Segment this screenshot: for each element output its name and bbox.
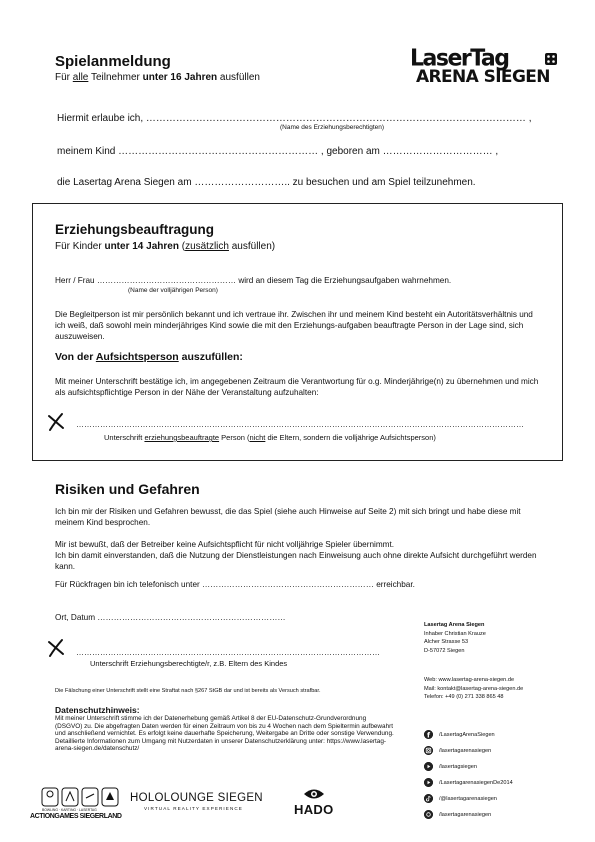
hado-logo <box>292 787 336 823</box>
supervisor-heading-text: Von der <box>55 351 96 363</box>
subheading-text: ausfüllen) <box>228 241 276 252</box>
contact-web[interactable]: Web: www.lasertag-arena-siegen.de <box>424 677 515 683</box>
supervisor-signature-caption <box>104 433 436 442</box>
subtitle-text: Für <box>55 72 73 83</box>
contact-block <box>424 621 486 655</box>
permission-line-3[interactable]: die Lasertag Arena Siegen am ……………………….. zu besuchen und am Spiel teilzunehmen. <box>57 177 476 188</box>
actiongames-text: ACTIONGAMES SIEGERLAND <box>30 813 122 820</box>
subheading-text: ( <box>178 241 186 252</box>
permission-line-2[interactable]: meinem Kind …………………………………………………… , geboren am …………………………… , <box>57 146 499 157</box>
contact-name: Lasertag Arena Siegen <box>424 622 485 628</box>
delegation-heading: Erziehungsbeauftragung <box>55 222 215 237</box>
subheading-underlined: zusätzlich <box>185 241 229 252</box>
social-label: /LasertagArenaSiegen <box>439 731 495 738</box>
contact-mail[interactable]: Mail: kontakt@lasertag-arena-siegen.de <box>424 685 524 692</box>
hado-text: HADO <box>294 802 334 817</box>
subheading-text: Für Kinder <box>55 241 105 252</box>
caption-text: Unterschrift <box>104 433 145 442</box>
delegation-subheading <box>55 241 275 252</box>
phone-line[interactable]: Für Rückfragen bin ich telefonisch unter ……………………………………………………… erreichbar. <box>55 580 415 589</box>
date-line[interactable]: Ort, Datum …………………………………………………………… <box>55 613 286 622</box>
actiongames-emblems-icon <box>40 786 120 808</box>
guardian-name-caption: (Name der volljährigen Person) <box>128 287 218 294</box>
social-instagram[interactable] <box>424 746 491 755</box>
subtitle-text: Teilnehmer <box>88 72 143 83</box>
signature-cross-icon <box>46 412 66 432</box>
supervisor-heading <box>55 351 243 363</box>
forgery-note: Die Fälschung einer Unterschrift stellt eine Straftat nach §267 StGB dar und ist bereits als Versuch strafbar. <box>55 688 321 694</box>
facebook-icon <box>424 730 433 739</box>
contact-online <box>424 676 523 702</box>
social-youtube[interactable] <box>424 762 477 771</box>
tiktok-icon <box>424 794 433 803</box>
social-label: /lasertagarenasiegen <box>439 811 492 818</box>
social-label: /lasertagsiegen <box>439 763 477 770</box>
contact-street: Alcher Strasse 53 <box>424 639 469 646</box>
svg-text:f: f <box>427 731 431 740</box>
parent-signature-caption: Unterschrift Erziehungsberechtigte/r, z.B. Eltern des Kindes <box>90 659 288 668</box>
logo-line-1: LaserTag <box>410 45 509 72</box>
supervisor-heading-text: auszufüllen: <box>178 351 243 363</box>
signature-cross-icon <box>46 638 66 658</box>
social-tiktok[interactable] <box>424 794 497 803</box>
permission-line-1[interactable]: Hiermit erlaube ich, …………………………………………………………………………………………………… , <box>57 113 532 124</box>
delegation-paragraph: Die Begleitperson ist mir persönlich bekannt und ich vertraue ihr. Zwischen ihr und meinem Kind besteht ein Autoritätsverhältnis und ich weiß, daß sowohl mein minderjähriges Kind sowie die mit den Erziehungs-aufgaben beauftragte Person in der Lage sind, sich auszuweisen. <box>55 310 533 341</box>
actiongames-logo <box>30 786 130 826</box>
supervisor-text: Mit meiner Unterschrift bestätige ich, im angegebenen Zeitraum die Verantwortung für o.g. Minderjährige(n) zu übernehmen und mich als aufsichtspflichtige Person in der Nähe der Veranstaltung aufzuhalten: <box>55 377 539 397</box>
supervisor-signature-line[interactable]: …………………………………………………………………………………………………………………………………………………… <box>76 420 524 429</box>
youtube-icon <box>424 778 433 787</box>
caption-underlined: erziehungsbeauftragte <box>144 433 220 442</box>
privacy-text: Mit meiner Unterschrift stimme ich der Datenerhebung gemäß Artikel 8 der EU-Datenschutz-Grundverordnung (DSGVO) zu. Die abgefragten Daten werden für einen Zeitraum von bis zu 4 Wochen nach dem Spieltermin aufbewahrt und anschließend vernichtet. Es erfolgt keine dauerhafte Speicherung, Weitergabe an Dritte oder sonstige Verwendung. Detaillierte Informationen zum Umgang mit Nutzerdaten in unserer Datenschutzerklärung unter: https://www.lasertag-arena-siegen.de/datenschutz/ <box>55 715 394 753</box>
hololounge-logo <box>130 792 265 811</box>
hololounge-subtext: VIRTUAL REALITY EXPERIENCE <box>144 806 243 811</box>
lasertag-logo <box>410 45 570 88</box>
subtitle-text: ausfüllen <box>217 72 260 83</box>
contact-city: D-57072 Siegen <box>424 647 465 654</box>
risks-paragraph-2b: Ich bin damit einverstanden, daß die Nutzung der Dienstleistungen nach Einweisung auch ohne direkte Aufsicht durchgeführt werden kann. <box>55 551 537 571</box>
youtube-icon <box>424 762 433 771</box>
contact-phone: Telefon: +49 (0) 271 338 865 48 <box>424 694 504 701</box>
camera-icon <box>424 810 433 819</box>
social-label: /@lasertagarenasiegen <box>439 795 497 802</box>
instagram-icon <box>424 746 433 755</box>
actiongames-small-text: BOWLING · KARTING · LASERTAG <box>42 808 97 812</box>
supervisor-heading-underlined: Aufsichtsperson <box>95 351 179 363</box>
social-label: /lasertagarenasiegen <box>439 747 492 754</box>
parent-signature-line[interactable]: …………………………………………………………………………………………………… <box>76 648 380 657</box>
caption-text: die Eltern, sondern die volljährige Aufsichtsperson) <box>265 433 436 442</box>
contact-owner: Inhaber Christian Krauze <box>424 630 486 637</box>
page-subtitle <box>55 72 260 83</box>
social-facebook[interactable] <box>424 730 495 739</box>
caption-underlined: nicht <box>249 433 266 442</box>
subheading-bold: unter 14 Jahren <box>104 241 179 252</box>
social-youtube-2[interactable] <box>424 778 513 787</box>
risks-paragraph-1: Ich bin mir der Risiken und Gefahren bewusst, die das Spiel (siehe auch Hinweise auf Seite 2) mit sich bringt und habe diese mit meinem Kind besprochen. <box>55 507 521 527</box>
hado-eye-icon <box>302 787 326 801</box>
hololounge-text: HOLOLOUNGE SIEGEN <box>130 792 263 804</box>
social-camera[interactable] <box>424 810 491 819</box>
page-title: Spielanmeldung <box>55 53 171 70</box>
permission-caption: (Name des Erziehungsberechtigten) <box>280 124 385 131</box>
risks-heading: Risiken und Gefahren <box>55 481 200 497</box>
subtitle-bold: unter 16 Jahren <box>142 72 218 83</box>
guardian-name-line[interactable]: Herr / Frau …………………………………………… wird an diesem Tag die Erziehungsaufgaben wahrnehmen. <box>55 276 452 285</box>
logo-line-2: ARENA SIEGEN <box>416 67 550 87</box>
social-label: /LasertagarenasiegenDe2014 <box>439 779 513 786</box>
risks-paragraph-2a: Mir ist bewußt, daß der Betreiber keine Aufsichtspflicht für nicht volljährige Spieler übernimmt. <box>55 540 395 549</box>
subtitle-underlined: alle <box>72 72 89 83</box>
privacy-heading: Datenschutzhinweis: <box>55 705 140 715</box>
dice-icon <box>544 52 558 66</box>
caption-text: Person ( <box>219 433 250 442</box>
